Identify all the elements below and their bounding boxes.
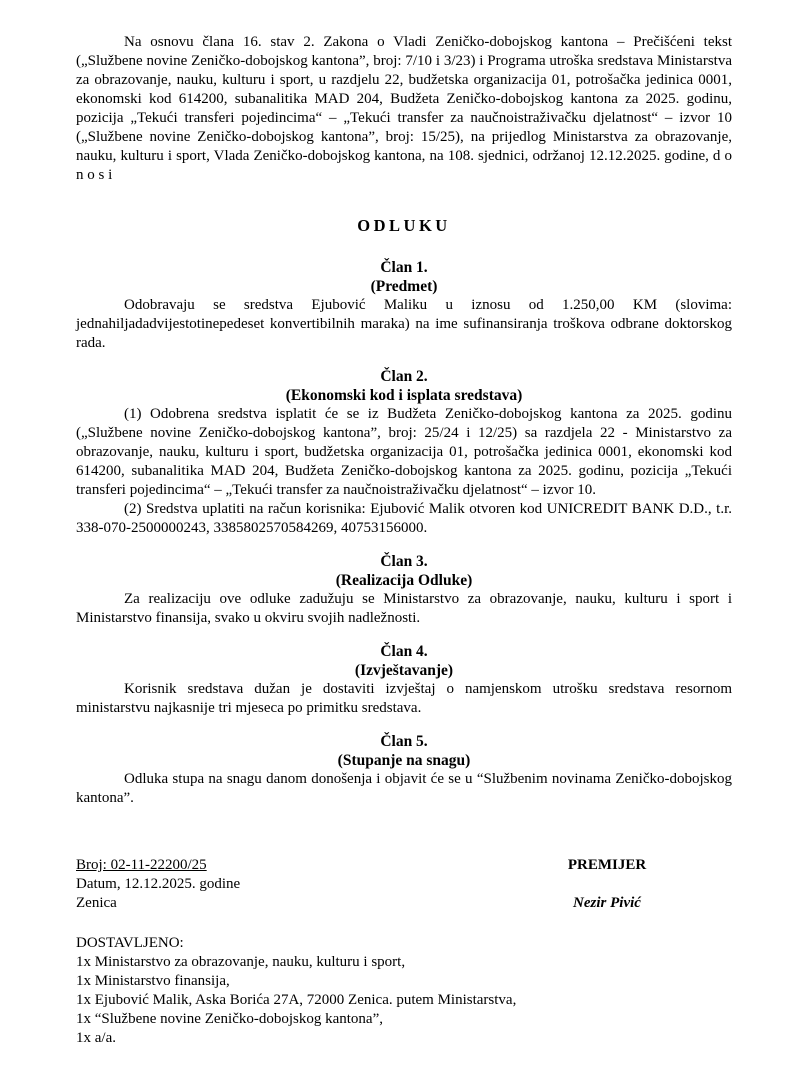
article-heading: Član 5. — [380, 733, 428, 750]
document-title: ODLUKU — [357, 216, 451, 235]
article-subtitle: (Predmet) — [370, 278, 438, 295]
delivery-heading: DOSTAVLJENO: — [76, 935, 184, 951]
signer-title: PREMIJER — [567, 857, 647, 873]
article-paragraph: (1) Odobrena sredstva isplatit će se iz Budžeta Zeničko-dobojskog kantona za 2025. godinu („Službene novine Zeničko-dobojskog kantona”, broj: 25/24 i 12/25) sa razdjela 22 - Ministarstvo za obrazovanje, nauku, kulturu i sport, budžetska organizacija 01, potrošačka jedinica 0001, ekonomski kod 614200, subanalitika MAD 204, Budžeta Zeničko-dobojskog kantona za 2025. godinu, pozicija „Tekući transferi pojedincima“ – „Tekući transfer za naučnoistraživačku djelatnost“ – izvor 10. — [76, 406, 732, 498]
article-5 — [76, 732, 732, 808]
signer — [562, 856, 652, 913]
preamble: Na osnovu člana 16. stav 2. Zakona o Vladi Zeničko-dobojskog kantona – Prečišćeni tekst („Službene novine Zeničko-dobojskog kantona”, broj: 7/10 i 3/23) i Programa utroška sredstava Ministarstva za obrazovanje, nauku, kulturu i sport, u razdjelu 22, budžetska organizacija 01, potrošačka jedinica 0001, ekonomski kod 614200, subanalitika MAD 204, Budžeta Zeničko-dobojskog kantona za 2025. godinu, pozicija „Tekući transferi pojedincima“ – „Tekući transfer za naučnoistraživačku djelatnost“ – izvor 10 („Službene novine Zeničko-dobojskog kantona”, broj: 15/25), na prijedlog Ministarstva za obrazovanje, nauku, kulturu i sport, Vlada Zeničko-dobojskog kantona, na 108. sjednici, održanoj 12.12.2025. godine, d o n o s i — [76, 34, 732, 183]
article-subtitle: (Izvještavanje) — [354, 662, 454, 679]
delivery-item: 1x a/a. — [76, 1030, 116, 1046]
article-4 — [76, 642, 732, 718]
article-paragraph: (2) Sredstva uplatiti na račun korisnika: Ejubović Malik otvoren kod UNICREDIT BANK D.D., t.r. 338-070-2500000243, 3385802570584269, 40753156000. — [76, 501, 732, 536]
article-heading: Član 1. — [380, 259, 428, 276]
document-number: Broj: 02-11-22200/25 — [76, 857, 207, 873]
article-heading: Član 3. — [380, 553, 428, 570]
article-paragraph: Odluka stupa na snagu danom donošenja i objavit će se u “Službenim novinama Zeničko-dobojskog kantona”. — [76, 771, 732, 806]
article-subtitle: (Stupanje na snagu) — [337, 752, 471, 769]
article-subtitle: (Realizacija Odluke) — [335, 572, 473, 589]
article-paragraph: Korisnik sredstava dužan je dostaviti izvještaj o namjenskom utrošku sredstava resornom ministarstvu najkasnije tri mjeseca po primitku sredstava. — [76, 681, 732, 716]
document-date: Datum, 12.12.2025. godine — [76, 876, 241, 892]
delivery-item: 1x “Službene novine Zeničko-dobojskog kantona”, — [76, 1011, 384, 1027]
article-1 — [76, 258, 732, 353]
delivery-item: 1x Ejubović Malik, Aska Borića 27A, 72000 Zenica. putem Ministarstva, — [76, 992, 517, 1008]
document-place: Zenica — [76, 895, 117, 911]
document-reference — [76, 856, 240, 913]
delivery-item: 1x Ministarstvo finansija, — [76, 973, 230, 989]
article-heading: Član 2. — [380, 368, 428, 385]
signer-name: Nezir Pivić — [573, 895, 641, 911]
delivery-list — [76, 934, 732, 1048]
article-paragraph: Odobravaju se sredstva Ejubović Maliku u iznosu od 1.250,00 KM (slovima: jednahiljadadvijestotinepedeset konvertibilnih maraka) na ime sufinansiranja troškova odbrane doktorskog rada. — [76, 297, 732, 351]
article-3 — [76, 552, 732, 628]
document-body — [76, 33, 732, 808]
article-2 — [76, 367, 732, 538]
article-heading: Član 4. — [380, 643, 428, 660]
article-subtitle: (Ekonomski kod i isplata sredstava) — [285, 387, 523, 404]
delivery-item: 1x Ministarstvo za obrazovanje, nauku, kulturu i sport, — [76, 954, 406, 970]
article-paragraph: Za realizaciju ove odluke zadužuju se Ministarstvo za obrazovanje, nauku, kulturu i sport i Ministarstvo finansija, svako u okviru svojih nadležnosti. — [76, 591, 732, 626]
